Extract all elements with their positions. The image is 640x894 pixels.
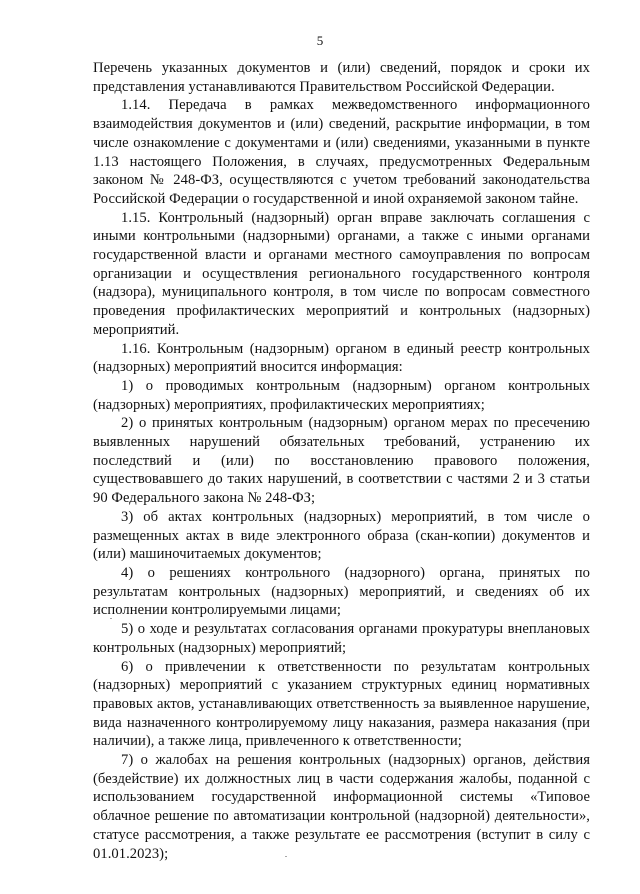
scan-speck: [285, 856, 287, 857]
paragraph-intro-continuation: Перечень указанных документов и (или) сведений, порядок и сроки их представления устанавливаются Правительством Российской Федерации.: [93, 60, 590, 95]
list-item-7: 7) о жалобах на решения контрольных (надзорных) органов, действия (бездействие) их должностных лиц в части содержания жалобы, поданной с использованием государственной информационной системы «Типовое облачное решение по автоматизации контрольной (надзорной) деятельности», статусе рассмотрения, а также результате ее рассмотрения (вступит в силу с 01.01.2023);: [93, 752, 590, 862]
document-body: [93, 59, 590, 863]
list-item-3: 3) об актах контрольных (надзорных) мероприятий, в том числе о размещенных актах в виде электронного образа (скан-копии) документов и (или) машиночитаемых документов;: [93, 508, 590, 563]
paragraph-1-14: 1.14. Передача в рамках межведомственного информационного взаимодействия документов и (или) сведений, раскрытие информации, в том числе ознакомление с документами и (или) сведениями, указанными в пункте 1.13 настоящего Положения, в случаях, предусмотренных Федеральным законом № 248-ФЗ, осуществляются с учетом требований законодательства Российской Федерации о государственной и иной охраняемой законом тайне.: [93, 97, 590, 207]
paragraph-1-16: 1.16. Контрольным (надзорным) органом в единый реестр контрольных (надзорных) мероприятий вносится информация:: [93, 340, 590, 376]
list-item-2: 2) о принятых контрольным (надзорным) органом мерах по пресечению выявленных нарушений обязательных требований, устранению их последствий и (или) по восстановлению правового положения, существовавшего до таких нарушений, в соответствии с частями 2 и 3 статьи 90 Федерального закона № 248-ФЗ;: [93, 415, 590, 507]
list-item-1: 1) о проводимых контрольным (надзорным) органом контрольных (надзорных) мероприятиях, профилактических мероприятиях;: [93, 377, 590, 413]
list-item-6: 6) о привлечении к ответственности по результатам контрольных (надзорных) мероприятий с указанием структурных единиц нормативных правовых актов, устанавливающих ответственность за выявленное нарушение, вида назначенного контролируемому лицу наказания, размера наказания (при наличии), а также лица, привлеченного к ответственности;: [93, 658, 590, 750]
paragraph-1-15: 1.15. Контрольный (надзорный) орган вправе заключать соглашения с иными контрольными (надзорными) органами, а также с иными органами государственной власти и органами местного самоуправления по вопросам организации и осуществления регионального государственного контроля (надзора), муниципального контроля, в том числе по вопросам совместного проведения профилактических мероприятий и контрольных (надзорных) мероприятий.: [93, 209, 590, 338]
scan-speck: [110, 618, 112, 619]
list-item-4: 4) о решениях контрольного (надзорного) органа, принятых по результатам контрольных (надзорных) мероприятий, и сведениях об их исполнении контролируемыми лицами;: [93, 564, 590, 619]
page-number: 5: [316, 33, 324, 48]
list-item-5: 5) о ходе и результатах согласования органами прокуратуры внеплановых контрольных (надзорных) мероприятий;: [93, 621, 590, 656]
